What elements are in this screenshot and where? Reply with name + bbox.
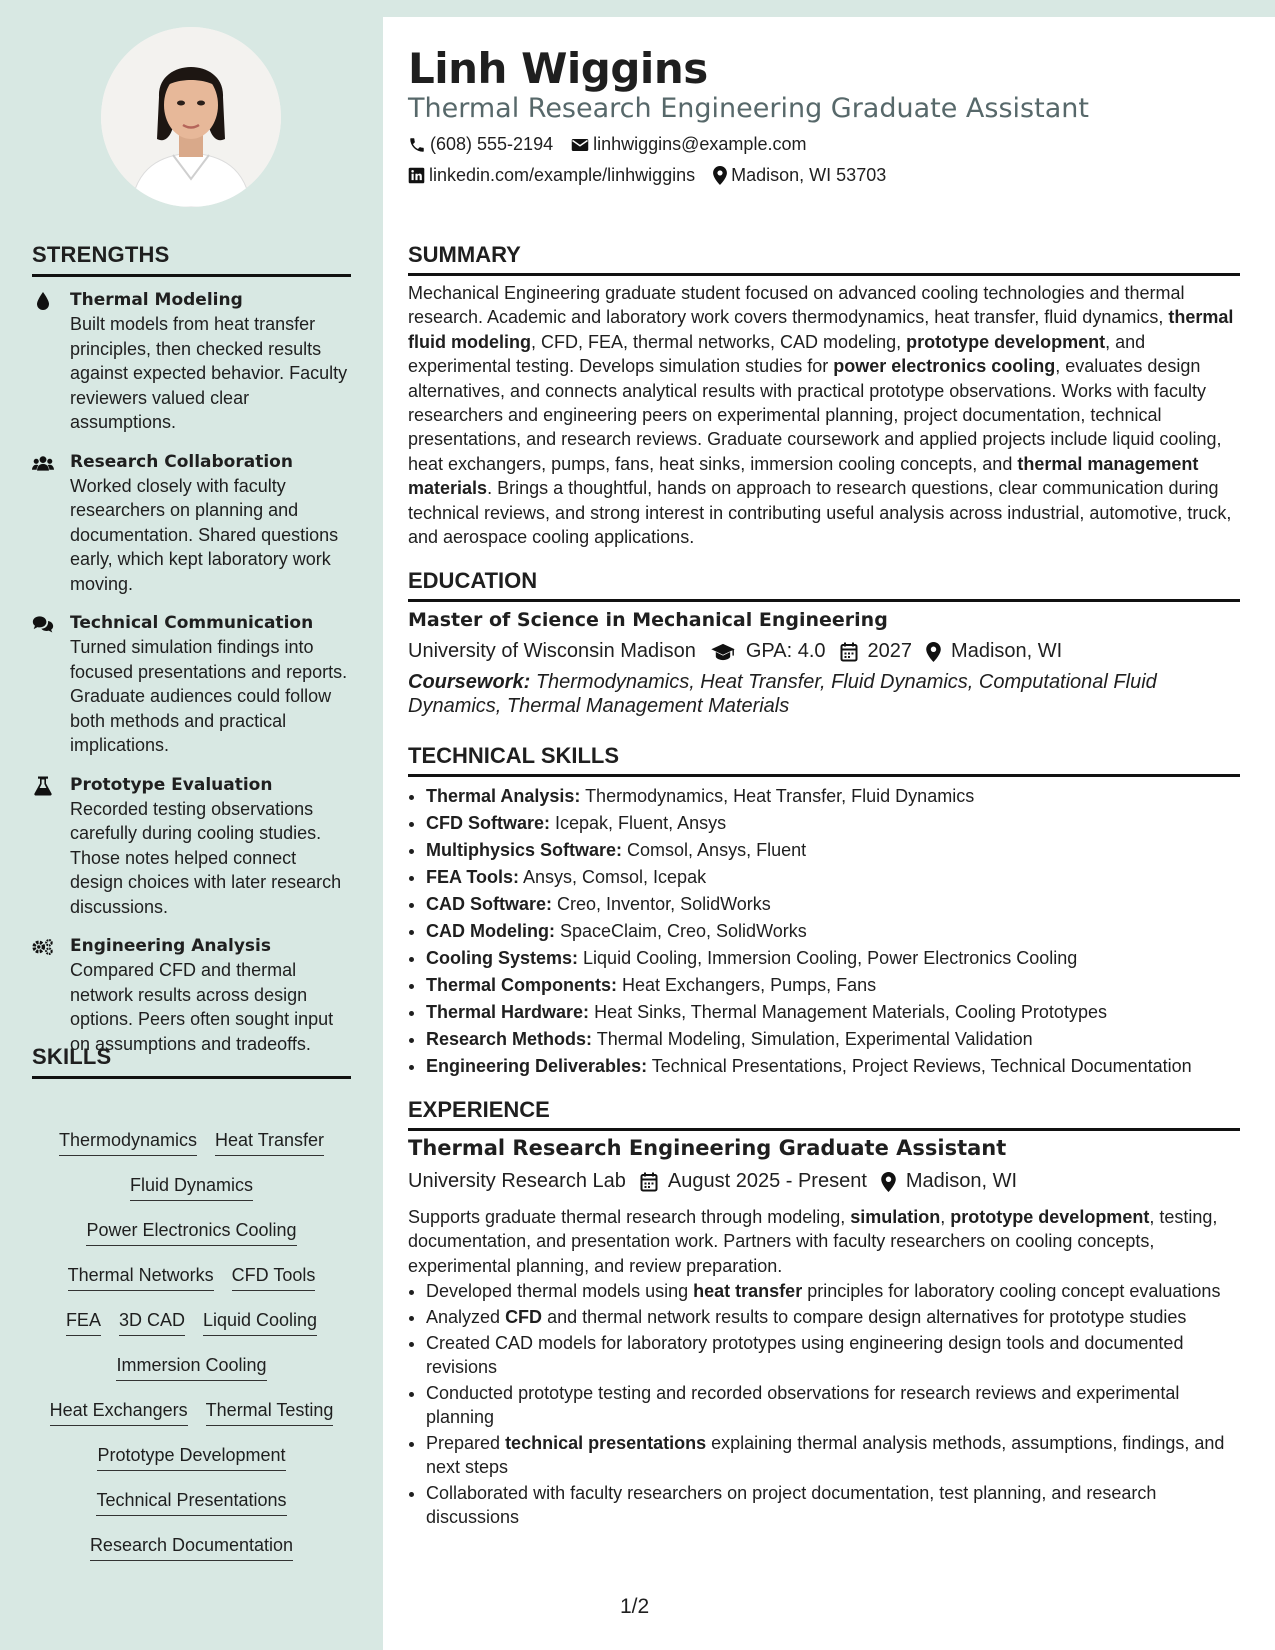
degree-title: Master of Science in Mechanical Engineering bbox=[408, 609, 888, 631]
coursework-label: Coursework: bbox=[408, 671, 531, 693]
text-run: , CFD, FEA, thermal networks, CAD modeling, bbox=[531, 331, 907, 352]
education-meta bbox=[408, 640, 1076, 663]
technical-skill-item bbox=[426, 865, 1238, 889]
skill-row bbox=[32, 1218, 351, 1263]
school-item bbox=[408, 640, 696, 663]
skill-tag: Prototype Development bbox=[97, 1443, 285, 1471]
bold-phrase: prototype development bbox=[906, 331, 1106, 352]
linkedin-item[interactable] bbox=[408, 165, 695, 186]
skill-tag: 3D CAD bbox=[119, 1308, 185, 1336]
skill-row bbox=[32, 1173, 351, 1218]
edu-location-item bbox=[926, 640, 1062, 663]
skill-category-label: CAD Modeling: bbox=[426, 921, 555, 941]
strengths-list bbox=[32, 288, 352, 1071]
strength-text: Turned simulation findings into focused presentations and reports. Graduate audiences could follow both methods and practical implications. bbox=[70, 637, 348, 755]
text-run: . Brings a thoughtful, hands on approach to research questions, clear communication during technical reviews, and strong interest in contributing useful analysis across industrial, automotive, truck, and aerospace cooling applications. bbox=[408, 478, 1232, 548]
gpa-text: GPA: 4.0 bbox=[745, 640, 826, 662]
bold-phrase: technical presentations bbox=[505, 1433, 707, 1453]
technical-skill-item bbox=[426, 946, 1238, 970]
gpa-item bbox=[710, 640, 826, 663]
text-run: Mechanical Engineering graduate student focused on advanced cooling technologies and thermal research. Academic and laboratory work covers thermodynamics, heat transfer, fluid dynamics, bbox=[408, 283, 1185, 328]
bold-phrase: thermal management materials bbox=[408, 453, 1199, 499]
skill-tag: Power Electronics Cooling bbox=[86, 1218, 296, 1246]
comments-icon bbox=[32, 611, 70, 758]
technical-skill-item bbox=[426, 1027, 1238, 1051]
flask-icon bbox=[32, 773, 70, 920]
experience-intro bbox=[408, 1205, 1238, 1278]
strength-title: Prototype Evaluation bbox=[70, 774, 273, 795]
technical-skill-item bbox=[426, 919, 1238, 943]
skill-category-label: CAD Software: bbox=[426, 894, 553, 914]
coursework-text: Thermodynamics, Heat Transfer, Fluid Dynamics, Computational Fluid Dynamics, Thermal Management Materials bbox=[408, 671, 1157, 717]
exp-location-text: Madison, WI bbox=[905, 1170, 1018, 1192]
text-run: , evaluates design alternatives, and connects analytical results with practical prototype observations. Works with faculty researchers and engineering peers on experimental planning, project documentation, technical presentations, and research reviews. Graduate coursework and applied projects include liquid cooling, heat exchangers, pumps, fans, heat sinks, immersion cooling concepts, and bbox=[408, 356, 1222, 474]
skill-tag: Immersion Cooling bbox=[116, 1353, 266, 1381]
strength-body bbox=[70, 773, 352, 920]
strength-text: Built models from heat transfer principles, then checked results against expected behavior. Faculty reviewers valued clear assumptions. bbox=[70, 314, 348, 432]
linkedin-icon bbox=[408, 167, 425, 184]
skill-tag: Technical Presentations bbox=[96, 1488, 286, 1516]
map-pin-icon bbox=[881, 1172, 896, 1192]
year-text: 2027 bbox=[867, 640, 913, 662]
bold-phrase: prototype development bbox=[950, 1207, 1150, 1227]
technical-skill-item bbox=[426, 784, 1238, 808]
skill-row bbox=[32, 1533, 351, 1578]
school-name: University of Wisconsin Madison bbox=[408, 640, 696, 662]
experience-bullet bbox=[426, 1305, 1238, 1329]
technical-skills-list bbox=[408, 784, 1238, 1081]
experience-role: Thermal Research Engineering Graduate Assistant bbox=[408, 1136, 1007, 1160]
calendar-icon bbox=[840, 642, 858, 662]
year-item bbox=[840, 640, 913, 663]
skill-tag: Research Documentation bbox=[90, 1533, 293, 1561]
technical-skill-item bbox=[426, 838, 1238, 862]
dates-item bbox=[640, 1170, 867, 1193]
skill-tag: FEA bbox=[66, 1308, 101, 1336]
skill-category-value: Ansys, Comsol, Icepak bbox=[519, 867, 707, 887]
map-pin-icon bbox=[713, 166, 727, 185]
skill-tag: Heat Exchangers bbox=[50, 1398, 188, 1426]
sidebar bbox=[0, 0, 383, 1650]
strength-text: Recorded testing observations carefully during cooling studies. Those notes helped connect design choices with later research discussions. bbox=[70, 798, 342, 917]
skill-row bbox=[32, 1308, 351, 1353]
technical-skill-item bbox=[426, 892, 1238, 916]
skill-category-label: Thermal Analysis: bbox=[426, 786, 581, 806]
edu-location-text: Madison, WI bbox=[951, 640, 1063, 662]
technical-skill-item bbox=[426, 811, 1238, 835]
location-item bbox=[713, 165, 886, 186]
skill-row bbox=[32, 1128, 351, 1173]
phone-item bbox=[408, 134, 553, 155]
skill-tag: Fluid Dynamics bbox=[130, 1173, 253, 1201]
skills-cloud bbox=[32, 1128, 351, 1578]
map-pin-icon bbox=[926, 642, 941, 662]
text-run: , and experimental testing. Develops simulation studies for bbox=[408, 331, 1146, 377]
profile-photo bbox=[101, 27, 281, 207]
education-heading: EDUCATION bbox=[408, 568, 1240, 602]
strength-title: Technical Communication bbox=[70, 613, 314, 633]
skill-category-value: Heat Exchangers, Pumps, Fans bbox=[617, 975, 877, 995]
linkedin-text[interactable]: linkedin.com/example/linhwiggins bbox=[429, 165, 696, 185]
strength-item bbox=[32, 288, 352, 435]
skill-tag: CFD Tools bbox=[232, 1263, 316, 1291]
text-run: explaining thermal analysis methods, assumptions, findings, and next steps bbox=[426, 1433, 1225, 1477]
technical-skill-item bbox=[426, 973, 1238, 997]
phone-icon bbox=[408, 136, 426, 154]
bold-phrase: heat transfer bbox=[693, 1281, 803, 1301]
strength-body bbox=[70, 288, 352, 435]
email-item[interactable] bbox=[571, 134, 806, 155]
skill-tag: Heat Transfer bbox=[215, 1128, 324, 1156]
strength-body bbox=[70, 934, 352, 1056]
skill-category-label: Thermal Hardware: bbox=[426, 1002, 590, 1022]
gears-icon bbox=[32, 934, 70, 1056]
envelope-icon bbox=[571, 137, 589, 153]
droplet-icon bbox=[32, 288, 70, 435]
skill-tag: Thermal Testing bbox=[206, 1398, 334, 1426]
calendar-icon bbox=[640, 1172, 658, 1192]
skill-row bbox=[32, 1488, 351, 1533]
strength-title: Engineering Analysis bbox=[70, 936, 271, 956]
strength-body bbox=[70, 450, 352, 597]
strength-text: Compared CFD and thermal network results across design options. Peers often sought input on assumptions and tradeoffs. bbox=[70, 960, 334, 1054]
strength-title: Thermal Modeling bbox=[70, 290, 243, 310]
skill-tag: Thermal Networks bbox=[68, 1263, 214, 1291]
text-run: and thermal network results to compare design alternatives for prototype studies bbox=[542, 1307, 1187, 1327]
text-run: , testing, documentation, and presentation work. Partners with faculty researchers on cooling concepts, experimental planning, and review preparation. bbox=[408, 1207, 1218, 1276]
contact-row-2 bbox=[408, 165, 904, 186]
exp-location-item bbox=[881, 1170, 1017, 1193]
org-name: University Research Lab bbox=[408, 1170, 626, 1192]
graduation-cap-icon bbox=[710, 643, 736, 661]
bold-phrase: CFD bbox=[505, 1307, 543, 1327]
candidate-name: Linh Wiggins bbox=[408, 44, 708, 93]
skill-category-value: Thermodynamics, Heat Transfer, Fluid Dynamics bbox=[580, 786, 975, 806]
strength-item bbox=[32, 611, 352, 758]
technical-skill-item bbox=[426, 1054, 1238, 1078]
experience-heading: EXPERIENCE bbox=[408, 1097, 1240, 1131]
strength-item bbox=[32, 773, 352, 920]
candidate-headline: Thermal Research Engineering Graduate Assistant bbox=[408, 93, 1089, 124]
skill-category-label: Engineering Deliverables: bbox=[426, 1056, 648, 1076]
skill-category-value: Liquid Cooling, Immersion Cooling, Power Electronics Cooling bbox=[578, 948, 1078, 968]
strength-item bbox=[32, 934, 352, 1056]
technical-skills-heading: TECHNICAL SKILLS bbox=[408, 743, 1240, 777]
skill-row bbox=[32, 1353, 351, 1398]
skill-category-value: Technical Presentations, Project Reviews, Technical Documentation bbox=[647, 1056, 1192, 1076]
skill-row bbox=[32, 1398, 351, 1443]
strength-body bbox=[70, 611, 352, 758]
skill-category-value: Heat Sinks, Thermal Management Materials, Cooling Prototypes bbox=[589, 1002, 1107, 1022]
text-run: Conducted prototype testing and recorded observations for research reviews and experimental planning bbox=[426, 1383, 1180, 1427]
skill-category-label: FEA Tools: bbox=[426, 867, 519, 887]
strengths-heading: STRENGTHS bbox=[32, 242, 351, 277]
skill-category-value: Creo, Inventor, SolidWorks bbox=[552, 894, 771, 914]
technical-skill-item bbox=[426, 1000, 1238, 1024]
strength-title: Research Collaboration bbox=[70, 451, 293, 472]
text-run: Developed thermal models using bbox=[426, 1281, 694, 1301]
dates-text: August 2025 - Present bbox=[667, 1170, 867, 1192]
skill-tag: Thermodynamics bbox=[59, 1128, 197, 1156]
experience-bullet bbox=[426, 1481, 1238, 1529]
skill-row bbox=[32, 1443, 351, 1488]
text-run: Supports graduate thermal research through modeling, bbox=[408, 1207, 851, 1227]
text-run: , bbox=[940, 1207, 951, 1227]
org-item bbox=[408, 1170, 626, 1193]
page-number: 1/2 bbox=[620, 1595, 650, 1618]
bold-phrase: simulation bbox=[850, 1207, 941, 1227]
summary-heading: SUMMARY bbox=[408, 242, 1240, 276]
text-run: Analyzed bbox=[426, 1307, 506, 1327]
skill-category-value: SpaceClaim, Creo, SolidWorks bbox=[554, 921, 807, 941]
skill-category-label: Research Methods: bbox=[426, 1029, 593, 1049]
strength-text: Worked closely with faculty researchers on planning and documentation. Shared questions early, which kept laboratory work moving. bbox=[70, 475, 339, 594]
experience-bullet bbox=[426, 1279, 1238, 1303]
location-text: Madison, WI 53703 bbox=[731, 165, 887, 185]
strength-item bbox=[32, 450, 352, 597]
text-run: Created CAD models for laboratory prototypes using engineering design tools and documented revisions bbox=[426, 1333, 1184, 1377]
summary-text bbox=[408, 281, 1238, 549]
text-run: Prepared bbox=[426, 1433, 506, 1453]
phone-text: (608) 555-2194 bbox=[430, 134, 554, 154]
experience-bullet bbox=[426, 1331, 1238, 1379]
skill-tag: Liquid Cooling bbox=[203, 1308, 317, 1336]
skill-category-label: Thermal Components: bbox=[426, 975, 618, 995]
email-text[interactable]: linhwiggins@example.com bbox=[593, 134, 807, 154]
skill-category-label: Cooling Systems: bbox=[426, 948, 579, 968]
coursework bbox=[408, 670, 1228, 718]
skill-category-label: CFD Software: bbox=[426, 813, 551, 833]
text-run: principles for laboratory cooling concept evaluations bbox=[802, 1281, 1221, 1301]
skill-row bbox=[32, 1263, 351, 1308]
skill-category-label: Multiphysics Software: bbox=[426, 840, 623, 860]
experience-bullet bbox=[426, 1431, 1238, 1479]
contact-row-1 bbox=[408, 134, 824, 155]
text-run: Collaborated with faculty researchers on project documentation, test planning, and research discussions bbox=[426, 1483, 1157, 1527]
users-icon bbox=[32, 450, 70, 597]
bold-phrase: thermal fluid modeling bbox=[408, 307, 1234, 352]
experience-meta bbox=[408, 1170, 1031, 1193]
experience-bullets bbox=[408, 1279, 1238, 1531]
experience-bullet bbox=[426, 1381, 1238, 1429]
skill-category-value: Thermal Modeling, Simulation, Experimental Validation bbox=[592, 1029, 1033, 1049]
bold-phrase: power electronics cooling bbox=[833, 356, 1056, 377]
skill-category-value: Icepak, Fluent, Ansys bbox=[550, 813, 727, 833]
skills-heading: SKILLS bbox=[32, 1044, 351, 1079]
skill-category-value: Comsol, Ansys, Fluent bbox=[622, 840, 807, 860]
